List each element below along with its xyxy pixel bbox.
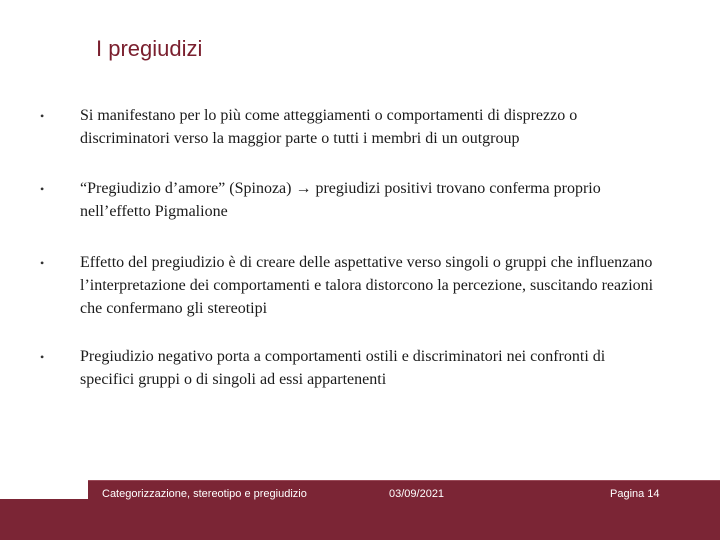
bullet-text: Si manifestano per lo più come atteggiamenti o comportamenti di disprezzo o discriminatori verso la maggior parte o tutti i membri di un outgroup <box>80 107 578 147</box>
slide-title: I pregiudizi <box>96 36 203 61</box>
footer-title: Categorizzazione, stereotipo e pregiudizio <box>102 488 307 500</box>
bullet-icon: • <box>40 350 45 364</box>
bullet-icon: • <box>40 182 45 196</box>
bullet-item <box>40 345 660 391</box>
bullet-text: “Pregiudizio d’amore” (Spinoza) → pregiudizi positivi trovano conferma proprio nell’effetto Pigmalione <box>80 180 601 220</box>
footer-page-number: Pagina 14 <box>610 488 660 500</box>
bullet-text: Effetto del pregiudizio è di creare delle aspettative verso singoli o gruppi che influenzano l’interpretazione dei comportamenti e talora distorcono la percezione, suscitando reazioni che confermano gli stereotipi <box>80 254 654 317</box>
footer-date: 03/09/2021 <box>389 488 445 500</box>
bullet-item <box>40 104 660 150</box>
footer-corner <box>0 480 88 499</box>
bullet-icon: • <box>40 109 45 123</box>
bullet-item <box>40 251 660 320</box>
bullet-item <box>40 177 660 223</box>
bullet-icon: • <box>40 256 45 270</box>
footer-divider <box>88 480 720 481</box>
bullet-text: Pregiudizio negativo porta a comportamenti ostili e discriminatori nei confronti di specifici gruppi o di singoli ad essi appartenenti <box>80 348 606 388</box>
